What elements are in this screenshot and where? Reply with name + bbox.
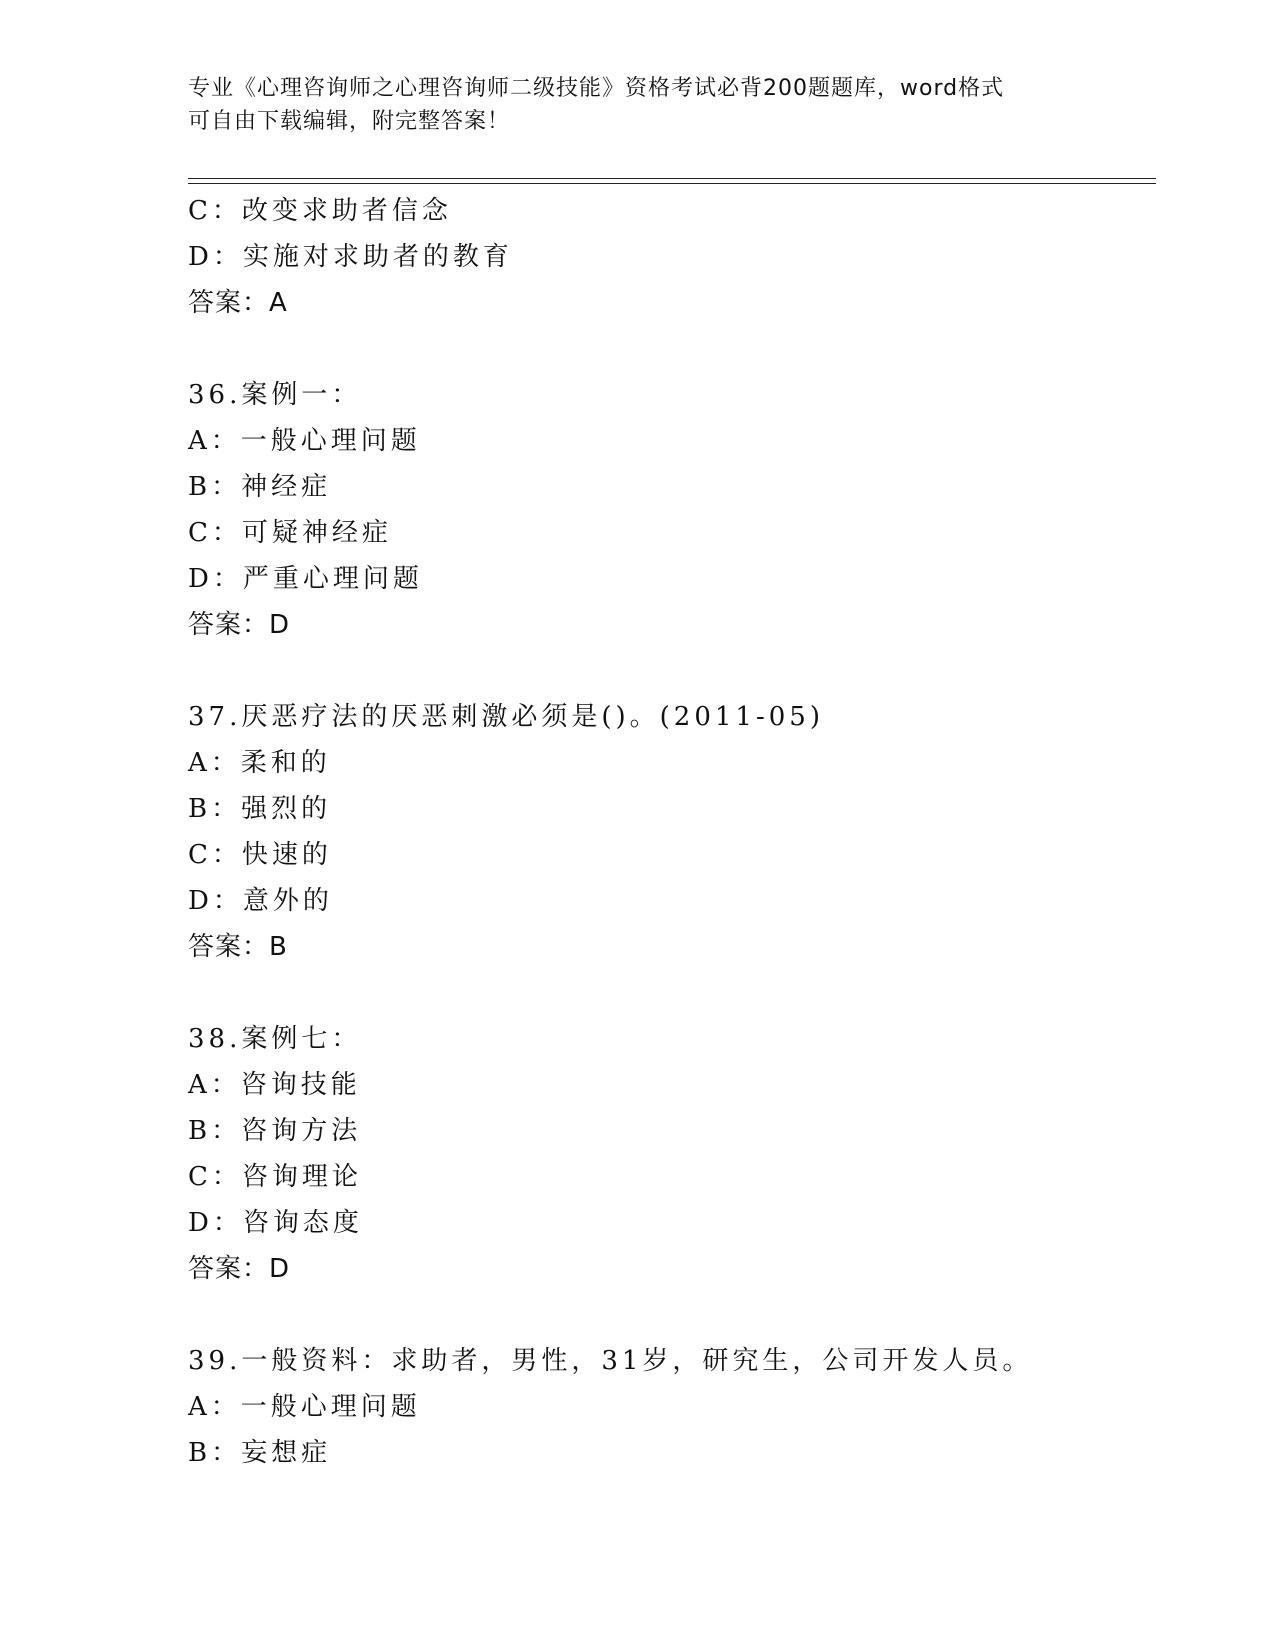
question-36-option-d: D：严重心理问题 <box>188 564 423 594</box>
question-36-option-a: A：一般心理问题 <box>188 426 421 456</box>
question-37-option-d: D：意外的 <box>188 886 333 916</box>
question-37-option-a: A：柔和的 <box>188 748 331 778</box>
question-38-option-b: B：咨询方法 <box>188 1116 362 1146</box>
question-38: 38.案例七： <box>188 1024 362 1054</box>
question-39: 39.一般资料：求助者，男性，31岁，研究生，公司开发人员。 <box>188 1346 1033 1376</box>
spacer <box>188 326 1156 372</box>
question-38-option-d: D：咨询态度 <box>188 1208 363 1238</box>
question-37-answer: 答案：B <box>188 932 288 962</box>
header-title-line-1: 专业《心理咨询师之心理咨询师二级技能》资格考试必背200题题库，word格式 <box>188 76 1005 101</box>
question-list <box>188 188 1156 1476</box>
spacer <box>188 970 1156 1016</box>
question-38-answer: 答案：D <box>188 1254 291 1284</box>
spacer <box>188 1292 1156 1338</box>
question-36-option-c: C：可疑神经症 <box>188 518 392 548</box>
header-divider-bottom <box>188 183 1156 184</box>
option-d: D：实施对求助者的教育 <box>188 242 513 272</box>
option-c: C：改变求助者信念 <box>188 196 452 226</box>
question-36: 36.案例一： <box>188 380 362 410</box>
question-37: 37.厌恶疗法的厌恶刺激必须是()。(2011-05) <box>188 702 824 732</box>
question-37-option-b: B：强烈的 <box>188 794 332 824</box>
question-38-option-a: A：咨询技能 <box>188 1070 361 1100</box>
header-divider-top <box>188 178 1156 179</box>
question-39-option-a: A：一般心理问题 <box>188 1392 421 1422</box>
question-38-option-c: C：咨询理论 <box>188 1162 362 1192</box>
question-37-option-c: C：快速的 <box>188 840 332 870</box>
question-39-option-b: B：妄想症 <box>188 1438 332 1468</box>
question-36-answer: 答案：D <box>188 610 291 640</box>
document-header <box>188 72 1088 138</box>
answer-line: 答案：A <box>188 288 288 318</box>
spacer <box>188 648 1156 694</box>
header-title-line-2: 可自由下载编辑，附完整答案！ <box>188 109 511 134</box>
question-36-option-b: B：神经症 <box>188 472 332 502</box>
